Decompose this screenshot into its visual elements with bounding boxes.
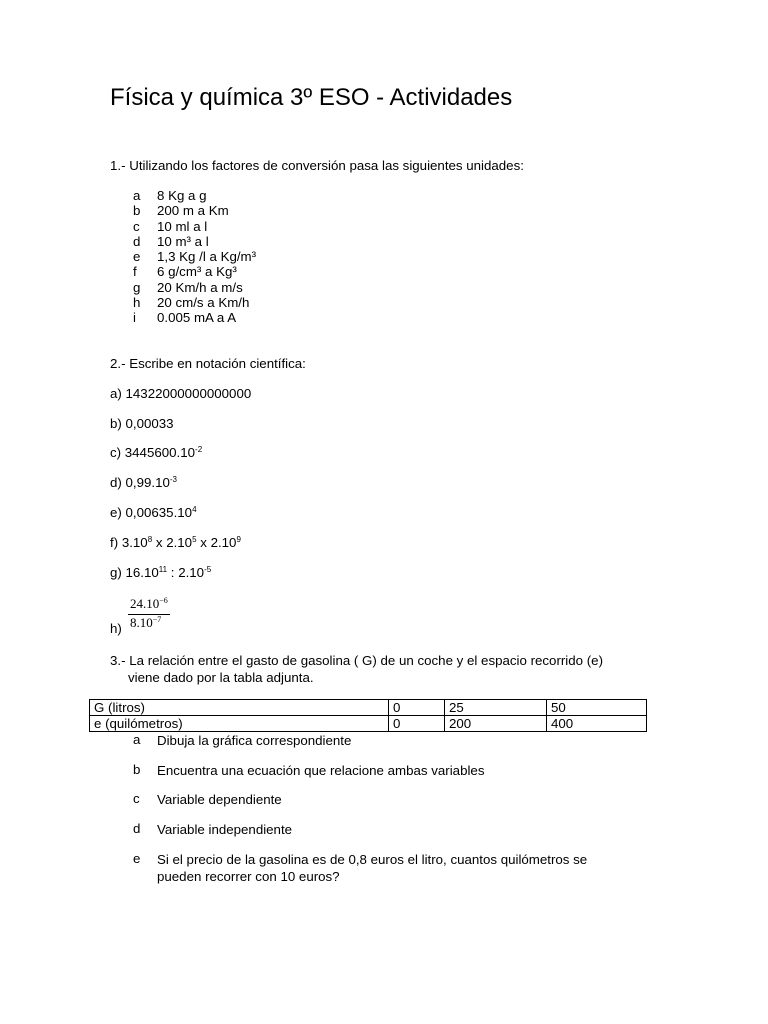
item-text: 8 Kg a g (157, 188, 207, 203)
item-letter: b (133, 203, 141, 219)
item-2g-part2: : 2.10 (167, 565, 205, 580)
item-2c-exponent: -2 (195, 445, 203, 454)
item-letter: c (133, 218, 140, 234)
item-letter: a (133, 732, 141, 747)
numerator-base: 24.10 (130, 596, 160, 611)
table-cell: 400 (547, 716, 647, 732)
item-text: 20 Km/h a m/s (157, 279, 243, 295)
item-letter: a (133, 188, 141, 203)
item-2e-exponent: 4 (192, 505, 197, 514)
item-2f-exp3: 9 (236, 535, 241, 544)
item-text: Variable independiente (157, 822, 293, 837)
list-item (133, 188, 433, 203)
item-2h-label: h) (110, 621, 122, 636)
item-2f-exp1: 8 (147, 535, 153, 544)
item-2g-exp1: 11 (158, 565, 168, 574)
denominator-exponent: −7 (152, 615, 162, 624)
item-text: 1,3 Kg /l a Kg/m³ (157, 249, 257, 264)
list-item (133, 249, 433, 264)
question-1-heading: 1.- Utilizando los factores de conversión pasa las siguientes unidades: (110, 158, 524, 173)
item-2g-part1: g) 16.10 (110, 565, 159, 580)
data-table (89, 699, 647, 732)
list-item (133, 234, 433, 249)
item-letter: f (133, 264, 137, 280)
item-letter: h (133, 294, 141, 310)
list-item (133, 264, 433, 279)
table-cell: G (litros) (90, 700, 389, 716)
item-letter: b (133, 762, 141, 777)
item-2g-exp2: -5 (204, 565, 212, 574)
item-text-line1: Si el precio de la gasolina es de 0,8 euros el litro, cuantos quilómetros se (157, 852, 588, 867)
item-2e-base: e) 0,00635.10 (110, 505, 193, 520)
item-2f-part1: f) 3.10 (110, 535, 148, 550)
table-cell: 0 (389, 716, 445, 732)
table-cell: 50 (547, 700, 647, 716)
list-item (133, 295, 433, 310)
item-2c (110, 445, 202, 460)
item-text: Encuentra una ecuación que relacione ambas variables (157, 763, 485, 778)
item-2d-exponent: -3 (169, 475, 178, 484)
item-text: Variable dependiente (157, 792, 282, 807)
page-title: Física y química 3º ESO - Actividades (110, 84, 513, 111)
item-text: 10 ml a l (157, 218, 208, 234)
item-2d (110, 475, 177, 490)
item-2f (110, 535, 241, 550)
question-1-list (133, 188, 433, 325)
question-3-item-e (133, 851, 693, 887)
question-3-item-a (133, 732, 693, 750)
item-text: 0.005 mA a A (157, 310, 237, 325)
denominator-base: 8.10 (130, 615, 153, 630)
table-cell: 25 (445, 700, 547, 716)
item-2c-base: c) 3445600.10 (110, 445, 196, 460)
item-letter: d (133, 233, 141, 249)
fraction-numerator (128, 596, 170, 612)
item-2a: a) 14322000000000000 (110, 386, 252, 401)
table-cell: e (quilómetros) (90, 716, 389, 732)
question-2-heading: 2.- Escribe en notación científica: (110, 356, 306, 371)
item-letter: i (133, 310, 136, 325)
item-text-line2: pueden recorrer con 10 euros? (157, 869, 340, 884)
item-2g (110, 565, 211, 580)
item-2d-base: d) 0,99.10 (110, 475, 170, 490)
fraction-denominator (128, 614, 170, 631)
question-3-item-c (133, 791, 693, 809)
item-text: Dibuja la gráfica correspondiente (157, 733, 352, 748)
table-row (90, 716, 647, 732)
item-2b: b) 0,00033 (110, 416, 174, 431)
item-2f-part2: x 2.10 (152, 535, 193, 550)
question-3-heading-line1: 3.- La relación entre el gasto de gasolina ( G) de un coche y el espacio recorrido (e) (110, 653, 603, 668)
item-2e (110, 505, 197, 520)
table-cell: 200 (445, 716, 547, 732)
list-item (133, 310, 433, 325)
item-letter: e (133, 851, 141, 866)
item-text: 20 cm/s a Km/h (157, 294, 250, 310)
question-3-heading-line2: viene dado por la tabla adjunta. (128, 670, 314, 685)
question-3-item-b (133, 762, 693, 780)
item-2h-fraction (128, 596, 170, 631)
item-text: 10 m³ a l (157, 233, 209, 249)
item-text: 6 g/cm³ a Kg³ (157, 264, 237, 280)
table-cell: 0 (389, 700, 445, 716)
question-3-item-d (133, 821, 693, 839)
item-text: 200 m a Km (157, 203, 229, 219)
item-2f-part3: x 2.10 (196, 535, 237, 550)
numerator-exponent: −6 (159, 596, 168, 605)
item-letter: g (133, 279, 141, 295)
item-letter: e (133, 249, 141, 264)
item-2f-exp2: 5 (192, 535, 197, 544)
list-item (133, 280, 433, 295)
list-item (133, 203, 433, 218)
item-letter: c (133, 791, 140, 806)
table-row (90, 700, 647, 716)
item-letter: d (133, 821, 141, 836)
list-item (133, 219, 433, 234)
